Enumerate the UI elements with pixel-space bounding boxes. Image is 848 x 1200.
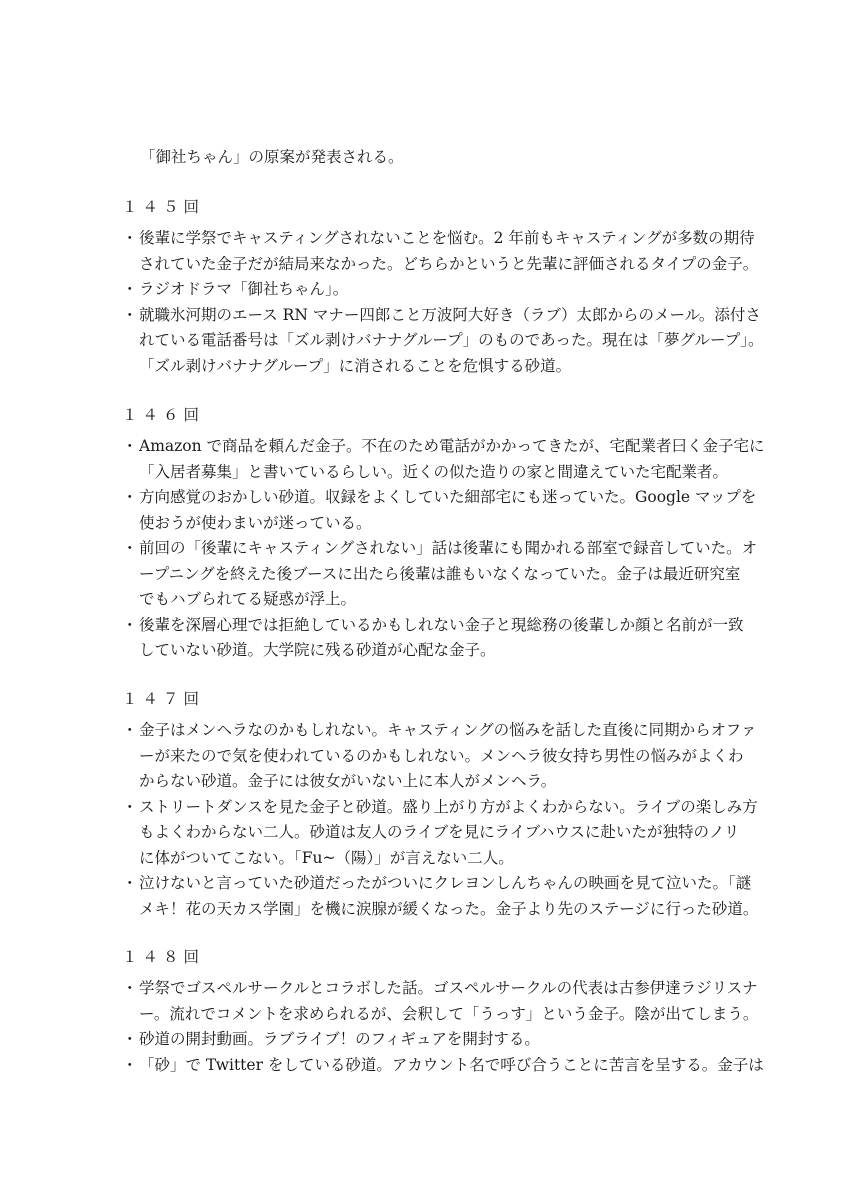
bullet-text [139,485,756,536]
bullet-text-line: ラジオドラマ「御社ちゃん」。 [139,280,349,298]
bullet-text [139,976,758,1027]
bullet-item [122,226,759,277]
bullet-item [122,976,759,1027]
bullet-mark: ・ [122,1030,138,1048]
episode-section-147 [122,688,759,922]
bullet-mark: ・ [122,305,138,324]
bullet-item [122,795,758,872]
bullet-text-line: 後輩に学祭でキャスティングされないことを悩む。2 年前もキャスティングが多数の期待 [139,229,755,247]
bullet-text-line: に体がついてこない。「Fu~（陽）」が言えない二人。 [139,848,514,867]
bullet-mark: ・ [122,488,138,506]
bullet-text [139,536,757,613]
bullet-text [139,303,764,380]
bullet-mark: ・ [122,615,138,634]
bullet-mark: ・ [122,1055,138,1074]
bullet-item [122,303,764,380]
bullet-text-line: 就職氷河期のエース RN マナー四郎こと万波阿大好き（ラブ）太郎からのメール。添付さ [139,305,761,324]
bullet-text [139,795,758,872]
bullet-text-line: 後輩を深層心理では拒絶しているかもしれない金子と現総務の後輩しか顔と名前が一致 [139,615,744,634]
bullet-text-line: 泣けないと言っていた砂道だったがついにクレヨンしんちゃんの映画を見て泣いた。「謎 [139,874,752,892]
bullet-item [122,1053,764,1079]
bullet-text [139,1027,730,1053]
bullet-item [122,485,757,536]
bullet-item [122,718,757,795]
bullet-text-line: でもハブられてる疑惑が浮上。 [139,590,357,608]
bullet-mark: ・ [122,280,138,298]
bullet-text [139,718,756,795]
bullet-text-line: 前回の「後輩にキャスティングされない」話は後輩にも聞かれる部室で録音していた。オ [139,539,758,557]
bullet-text [139,613,744,664]
bullet-mark: ・ [122,874,138,892]
episode-section-145 [122,196,764,379]
bullet-text [139,1053,764,1079]
bullet-mark: ・ [122,539,138,557]
bullet-text-line: 砂道の開封動画。ラブライブ！のフィギュアを開封する。 [139,1030,540,1048]
intro-line: 「御社ちゃん」の原案が発表される。 [140,148,404,166]
episode-section-148 [122,946,764,1078]
bullet-text-line: 使おうが使わまいが迷っている。 [139,513,372,532]
bullet-text-line: ーが来たので気を使われているのかもしれない。メンヘラ彼女持ち男性の悩みがよくわ [139,746,744,765]
bullet-text-line: Amazon で商品を頼んだ金子。不在のため電話がかかってきたが、宅配業者曰く金子宅に [139,437,765,455]
bullet-text-line: れている電話番号は「ズル剥けバナナグループ」のものであった。現在は「夢グループ」。 [139,331,764,349]
bullet-text-line: 「入居者募集」と書いているらしい。近くの似た造りの家と間違えていた宅配業者。 [139,462,729,481]
bullet-text-line: ストリートダンスを見た金子と砂道。盛り上がり方がよくわからない。ライブの楽しみ方 [139,797,758,816]
bullet-text-line: していない砂道。大学院に残る砂道が心配な金子。 [139,641,496,659]
bullet-item [122,1027,730,1053]
bullet-mark: ・ [122,797,138,816]
bullet-text-line: ープニングを終えた後ブースに出たら後輩は誰もいなくなっていた。金子は最近研究室 [139,564,741,583]
bullet-mark: ・ [122,437,138,455]
bullet-text [139,434,765,485]
episode-heading: １４８回 [122,948,205,966]
bullet-mark: ・ [122,979,138,997]
bullet-item [122,871,759,922]
episode-section-146 [122,404,765,664]
bullet-mark: ・ [122,721,138,739]
bullet-text-line: からない砂道。金子には彼女がいない上に本人がメンヘラ。 [139,772,557,790]
bullet-text [139,226,758,277]
bullet-item [122,536,758,613]
bullet-item [122,613,744,664]
episode-heading: １４７回 [122,690,205,708]
bullet-text-line: 金子はメンヘラなのかもしれない。キャスティングの悩みを話した直後に同期からオファ [139,721,757,739]
bullet-text-line: 学祭でゴスペルサークルとコラボした話。ゴスペルサークルの代表は古参伊達ラジリスナ [139,979,758,997]
bullet-text [139,277,730,303]
bullet-text-line: メキ！花の天カス学園」を機に涙腺が緩くなった。金子より先のステージに行った砂道。 [139,899,759,918]
bullet-item [122,277,730,303]
bullet-text [139,871,758,922]
bullet-text-line: 方向感覚のおかしい砂道。収録をよくしていた細部宅にも迷っていた。Google マップを [139,488,757,506]
bullet-text-line: ー。流れでコメントを求められるが、会釈して「うっす」という金子。陰が出てしまう。 [139,1004,759,1023]
bullet-text-line: 「ズル剥けバナナグループ」に消されることを危惧する砂道。 [139,356,572,375]
bullet-mark: ・ [122,229,138,247]
bullet-item [122,434,765,485]
episode-heading: １４５回 [122,198,205,216]
bullet-text-line: されていた金子だが結局来なかった。どちらかというと先輩に評価されるタイプの金子。 [139,254,759,273]
episode-heading: １４６回 [122,406,205,424]
bullet-text-line: もよくわからない二人。砂道は友人のライブを見にライブハウスに赴いたが独特のノリ [139,823,740,841]
bullet-text-line: 「砂」で Twitter をしている砂道。アカウント名で呼び合うことに苦言を呈する。金子は [139,1055,764,1074]
